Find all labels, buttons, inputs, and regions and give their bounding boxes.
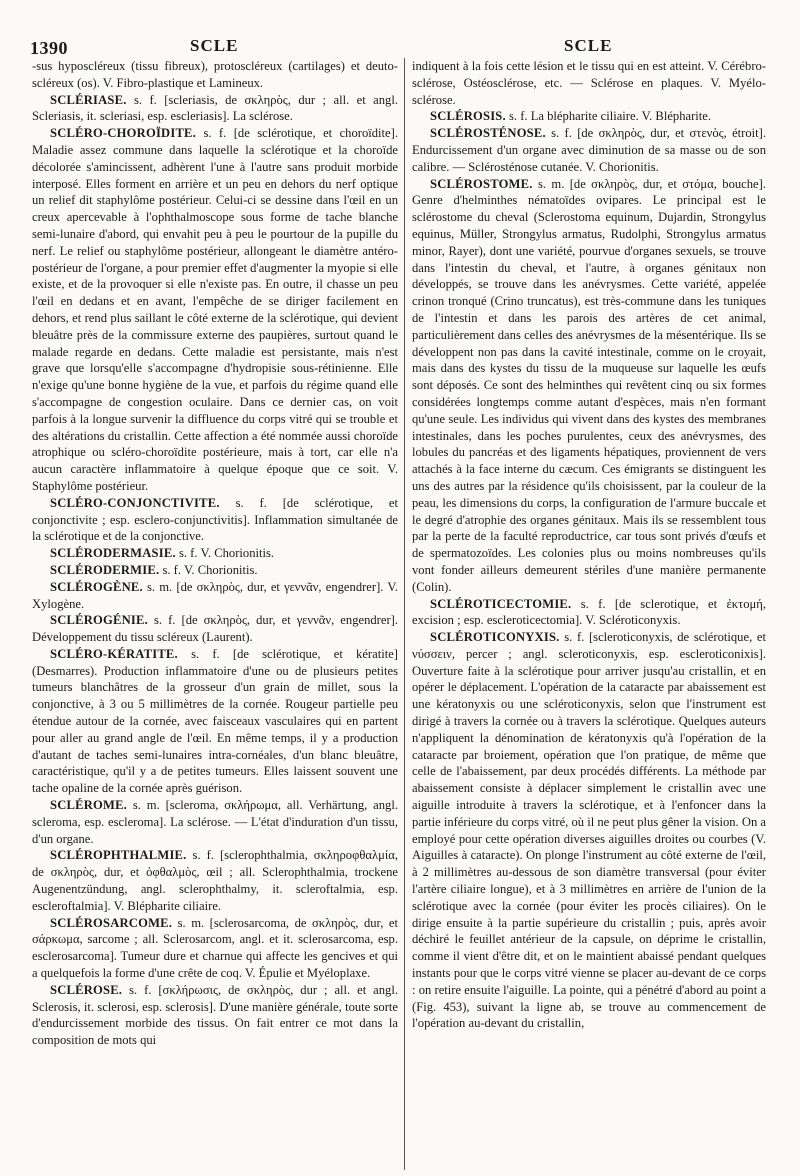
entry-headword: SCLÉROME. <box>50 798 128 813</box>
dictionary-entry <box>412 596 766 630</box>
entry-definition: s. f. [scleroticonyxis, de sclérotique, et νύσσειν, percer ; angl. scleroticonyxis, esp. escleroticonixis]. Ouverture faite à la sclérotique pour arriver jusqu'au cristallin, et en opérer le déplacement. L'opération de la cataracte par abaissement est une kératonyxis ou une scléroticonyxis, selon que l'instrument est dirigé à travers la cornée ou à travers la sclérotique. Quelques auteurs n'appliquent la dénomination de kératonyxis qu'à l'opération de la cataracte par broiement, opération que l'on pratique, de même que celle de l'abaissement, par deux procédés différents. La méthode par abaissement consiste à déplacer simplement le cristallin avec une aiguille introduite à travers la sclérotique, et à l'enfoncer dans la partie inférieure du corps vitré, où il ne peut plus gêner la vision. On a employé pour cette opération diverses aiguilles droites ou courbes (V. Aiguilles à cataracte). On plonge l'instrument au côté externe de l'œil, à 2 millimètres au-dessous de son diamètre transversal (pour éviter l'artère ciliaire longue), et à 3 millimètres en arrière de l'union de la sclérotique avec la cornée (pour éviter les procès ciliaires). On le dirige ensuite à la partie supérieure du cristallin ; puis, après avoir déchiré le feuillet antérieur de la capsule, on déprime le cristallin, comme il vient d'être dit, et on le maintient abaissé pendant quelques instants pour que le corps vitré vienne se placer au-devant de ce corps : on retire ensuite l'aiguille. La pointe, qui a pénétré d'abord au point a (Fig. 453), suivant la ligne ab, se trouve au commencement de l'opération au-devant du cristallin, <box>412 630 766 1031</box>
dictionary-entry <box>32 579 398 613</box>
dictionary-entry <box>412 629 766 1032</box>
entry-headword: SCLÉRODERMASIE. <box>50 546 176 561</box>
entry-headword: SCLÉROSE. <box>50 982 123 997</box>
entry-headword: SCLÉROSIS. <box>430 109 506 124</box>
entry-headword: SCLÉROGÈNE. <box>50 579 143 594</box>
entry-headword: SCLÉROSTÉNOSE. <box>430 126 546 141</box>
dictionary-entry <box>32 982 398 1049</box>
page-number: 1390 <box>30 38 68 58</box>
entry-definition: s. f. [de sclérotique, et choroïdite]. Maladie assez commune dans laquelle la sclérotique et la choroïde décolorée s'amincissent, adhèrent l'une à l'autre sans produit morbide interposé. Elles forment en arrière et un peu en dehors du nerf optique un relief dit staphylôme postérieur. Celui-ci se dessine dans l'œil en un creux apercevable à l'ophthalmoscope sous forme de tache blanche semi-lunaire d'abord, qui envahit peu à peu le pourtour de la pupille du nerf. Le relief ou staphylôme postérieur, allongeant le diamètre antéro-postérieur de l'organe, a pour premier effet d'augmenter la myopie si elle existe, et de la provoquer si elle n'existe pas. En outre, il chasse un peu l'œil en dedans et en avant, l'empêche de se diriger facilement en dehors, et rend plus saillant le côté externe de la sclérotique, qui devient bleuâtre près de la commissure externe des paupières, surtout quand le malade regarde en dedans. Cette maladie est persistante, mais n'est grave que lorsqu'elle s'accompagne d'hydropisie sous-rétinienne. Elle n'exige qu'une bonne hygiène de la vue, et parfois du régime quand elle s'accompagne de congestion oculaire. Dans ce dernier cas, on voit parfois à la longue survenir la diffluence du corps vitré qui se trouble et des altérations du cristallin. Cette affection a été nommée aussi choroïde atrophique ou scléro-choroïdite postérieure, mais à tort, car elle n'a aucun caractère inflammatoire à quelque époque que ce soit. V. Staphylôme postérieur. <box>32 126 398 493</box>
entry-headword: SCLÉROGÉNIE. <box>50 613 148 628</box>
dictionary-entry <box>412 58 766 108</box>
entry-definition: s. m. [sclerosarcoma, de σκληρὸς, dur, et σάρκωμα, sarcome ; all. Sclerosarcom, angl. et it. sclerosarcoma, esp. esclerosarcoma]. Tumeur dure et charnue qui affecte les gencives et qui a quelquefois la forme d'une crête de coq. V. Épulie et Myéloplaxe. <box>32 915 398 981</box>
entry-definition: -sus hyposcléreux (tissu fibreux), protoscléreux (cartilages) et deuto-scléreux (os). V. Fibro-plastique et Lamineux. <box>32 59 398 90</box>
dictionary-entry <box>412 176 766 596</box>
left-column <box>32 58 398 1170</box>
entry-headword: SCLÉRO-CONJONCTIVITE. <box>50 495 220 510</box>
entry-definition: s. m. [de σκληρὸς, dur, et στόμα, bouche]. Genre d'helminthes nématoïdes ovipares. Le principal est le sclérostome du cheval (Sclerostoma equinum, Dujardin, Strongylus equinus, Müller, Strongylus armatus, Rudolphi, Strongylus armatus minor, Rayer), dont une variété, pourvue d'organes sexuels, se trouve dans l'intestin du cheval, et l'autre, à organes génitaux non développés, se trouve dans les anévrysmes. Cette variété, appelée crinon tronqué (Crino truncatus), est très-commune dans les tuniques de l'intestin et dans les parois des artères de cet animal, particulièrement dans celles des anévrysmes de la mésentérique. Ils se développent non pas dans la cavité intestinale, comme on le croyait, mais dans des kystes du tissu de la muqueuse sur laquelle les œufs sont déposés. Ce sont des helminthes qui revêtent cinq ou six formes considérées longtemps comme autant d'espèces, mais n'en formant qu'une seule. Les individus qui vivent dans des kystes des membranes intestinales, dans les poches purulentes, ceux des anévrysmes, des lobules du pancréas et des ligaments hépatiques, proviennent de vers attachés à la face interne du cæcum. Ces émigrants se distinguent les uns des autres par la résidence qu'ils choisissent, par la couleur de la peau, les dimensions du corps, la configuration de l'armure buccale et le degré d'atrophie des organes génitaux. Mais ils se ressemblent tous par la perte de la faculté reproductrice, car tous sont privés d'œufs et de spermatozoïdes. Les colonies plus ou moins nombreuses qu'ils vont fonder ailleurs demeurent stériles d'une manière permanente (Colin). <box>412 176 766 594</box>
running-head-left: SCLE <box>190 36 239 55</box>
running-head-right: SCLE <box>564 36 613 55</box>
dictionary-entry <box>32 915 398 982</box>
entry-headword: SCLÉROTICONYXIS. <box>430 630 560 645</box>
entry-definition: s. f. [de sclerotique, et ἐκτομή, excision ; esp. escleroticectomia]. V. Scléroticonyxis. <box>412 596 766 628</box>
entry-definition: s. f. V. Chorionitis. <box>162 562 258 577</box>
dictionary-entry <box>32 612 398 646</box>
entry-headword: SCLÉROTICECTOMIE. <box>430 596 572 611</box>
entry-headword: SCLÉROSARCOME. <box>50 915 173 930</box>
entry-definition: s. f. [de sclérotique, et kératite] (Desmarres). Production inflammatoire d'une ou de plusieurs petites tumeurs blanchâtres de la grosseur d'un grain de millet, sous la conjonctive, à 3 ou 5 millimètres de la cornée. Rougeur partielle peu étendue autour de la cornée, avec faisceaux vasculaires qui en partent pour aller au grand angle de l'œil. En même temps, il y a production d'autant de taches semi-lunaires intra-cornéales, d'un blanc bleuâtre, caractéristique, qu'il y a de petites tumeurs. Elles laissent souvent une tache opaline de la cornée après guérison. <box>32 646 398 796</box>
entry-headword: SCLÉROSTOME. <box>430 176 533 191</box>
dictionary-entry <box>32 797 398 847</box>
dictionary-entry <box>32 58 398 92</box>
entry-definition: s. f. La blépharite ciliaire. V. Blépharite. <box>509 109 712 124</box>
entry-definition: s. f. [de σκληρὸς, dur, et γεννᾶν, engendrer]. Développement du tissu scléreux (Laurent). <box>32 613 398 645</box>
entry-definition: s. f. [de σκληρὸς, dur, et στενὸς, étroit]. Endurcissement d'un organe avec diminution de sa masse ou de son calibre. — Sclérosténose cutanée. V. Chorionitis. <box>412 126 766 174</box>
dictionary-entry <box>32 125 398 495</box>
entry-definition: s. m. [scleroma, σκλήρωμα, all. Verhärtung, angl. scleroma, esp. escleroma]. La sclérose. — L'état d'induration d'un tissu, d'un organe. <box>32 798 398 846</box>
entry-headword: SCLÉRO-KÉRATITE. <box>50 646 178 661</box>
dictionary-entry <box>32 545 398 562</box>
entry-definition: s. f. [scleriasis, de σκληρὸς, dur ; all. et angl. Scleriasis, it. scleriasi, esp. escleriasis]. La sclérose. <box>32 92 398 124</box>
entry-headword: SCLÉRO-CHOROÏDITE. <box>50 126 197 141</box>
entry-headword: SCLÉROPHTHALMIE. <box>50 848 187 863</box>
entry-definition: indiquent à la fois cette lésion et le tissu qui en est atteint. V. Cérébro-sclérose, Ostéosclérose, etc. — Sclérose en plaques. V. Myélo-sclérose. <box>412 59 766 107</box>
entry-headword: SCLÉRODERMIE. <box>50 562 160 577</box>
entry-definition: s. m. [de σκληρὸς, dur, et γεννᾶν, engendrer]. V. Xylogène. <box>32 579 398 611</box>
entry-definition: s. f. [de sclérotique, et conjonctivite ; esp. esclero-conjunctivitis]. Inflammation simultanée de la sclérotique et de la conjonctive. <box>32 495 398 544</box>
right-column <box>412 58 766 1170</box>
entry-definition: s. f. [σκλήρωσις, de σκληρὸς, dur ; all. et angl. Sclerosis, it. sclerosi, esp. sclerosis]. D'une manière générale, toute sorte d'endurcissement morbide des tissus. On fait entrer ce mot dans la composition de mots qui <box>32 982 398 1048</box>
dictionary-entry <box>412 108 766 125</box>
dictionary-entry <box>32 495 398 545</box>
entry-definition: s. f. [sclerophthalmia, σκληροφθαλμία, de σκληρὸς, dur, et ὀφθαλμὸς, œil ; all. Sclerophthalmia, trockene Augenentzündung, angl. sclerophthalmy, it. scleroftalmia, esp. escleroftalmia]. V. Blépharite ciliaire. <box>32 848 398 913</box>
dictionary-entry <box>32 92 398 126</box>
dictionary-entry <box>412 125 766 175</box>
entry-definition: s. f. V. Chorionitis. <box>178 546 275 561</box>
column-divider <box>404 58 405 1170</box>
entry-headword: SCLÉRIASE. <box>50 92 127 107</box>
dictionary-entry <box>32 562 398 579</box>
dictionary-entry <box>32 847 398 914</box>
dictionary-entry <box>32 646 398 797</box>
